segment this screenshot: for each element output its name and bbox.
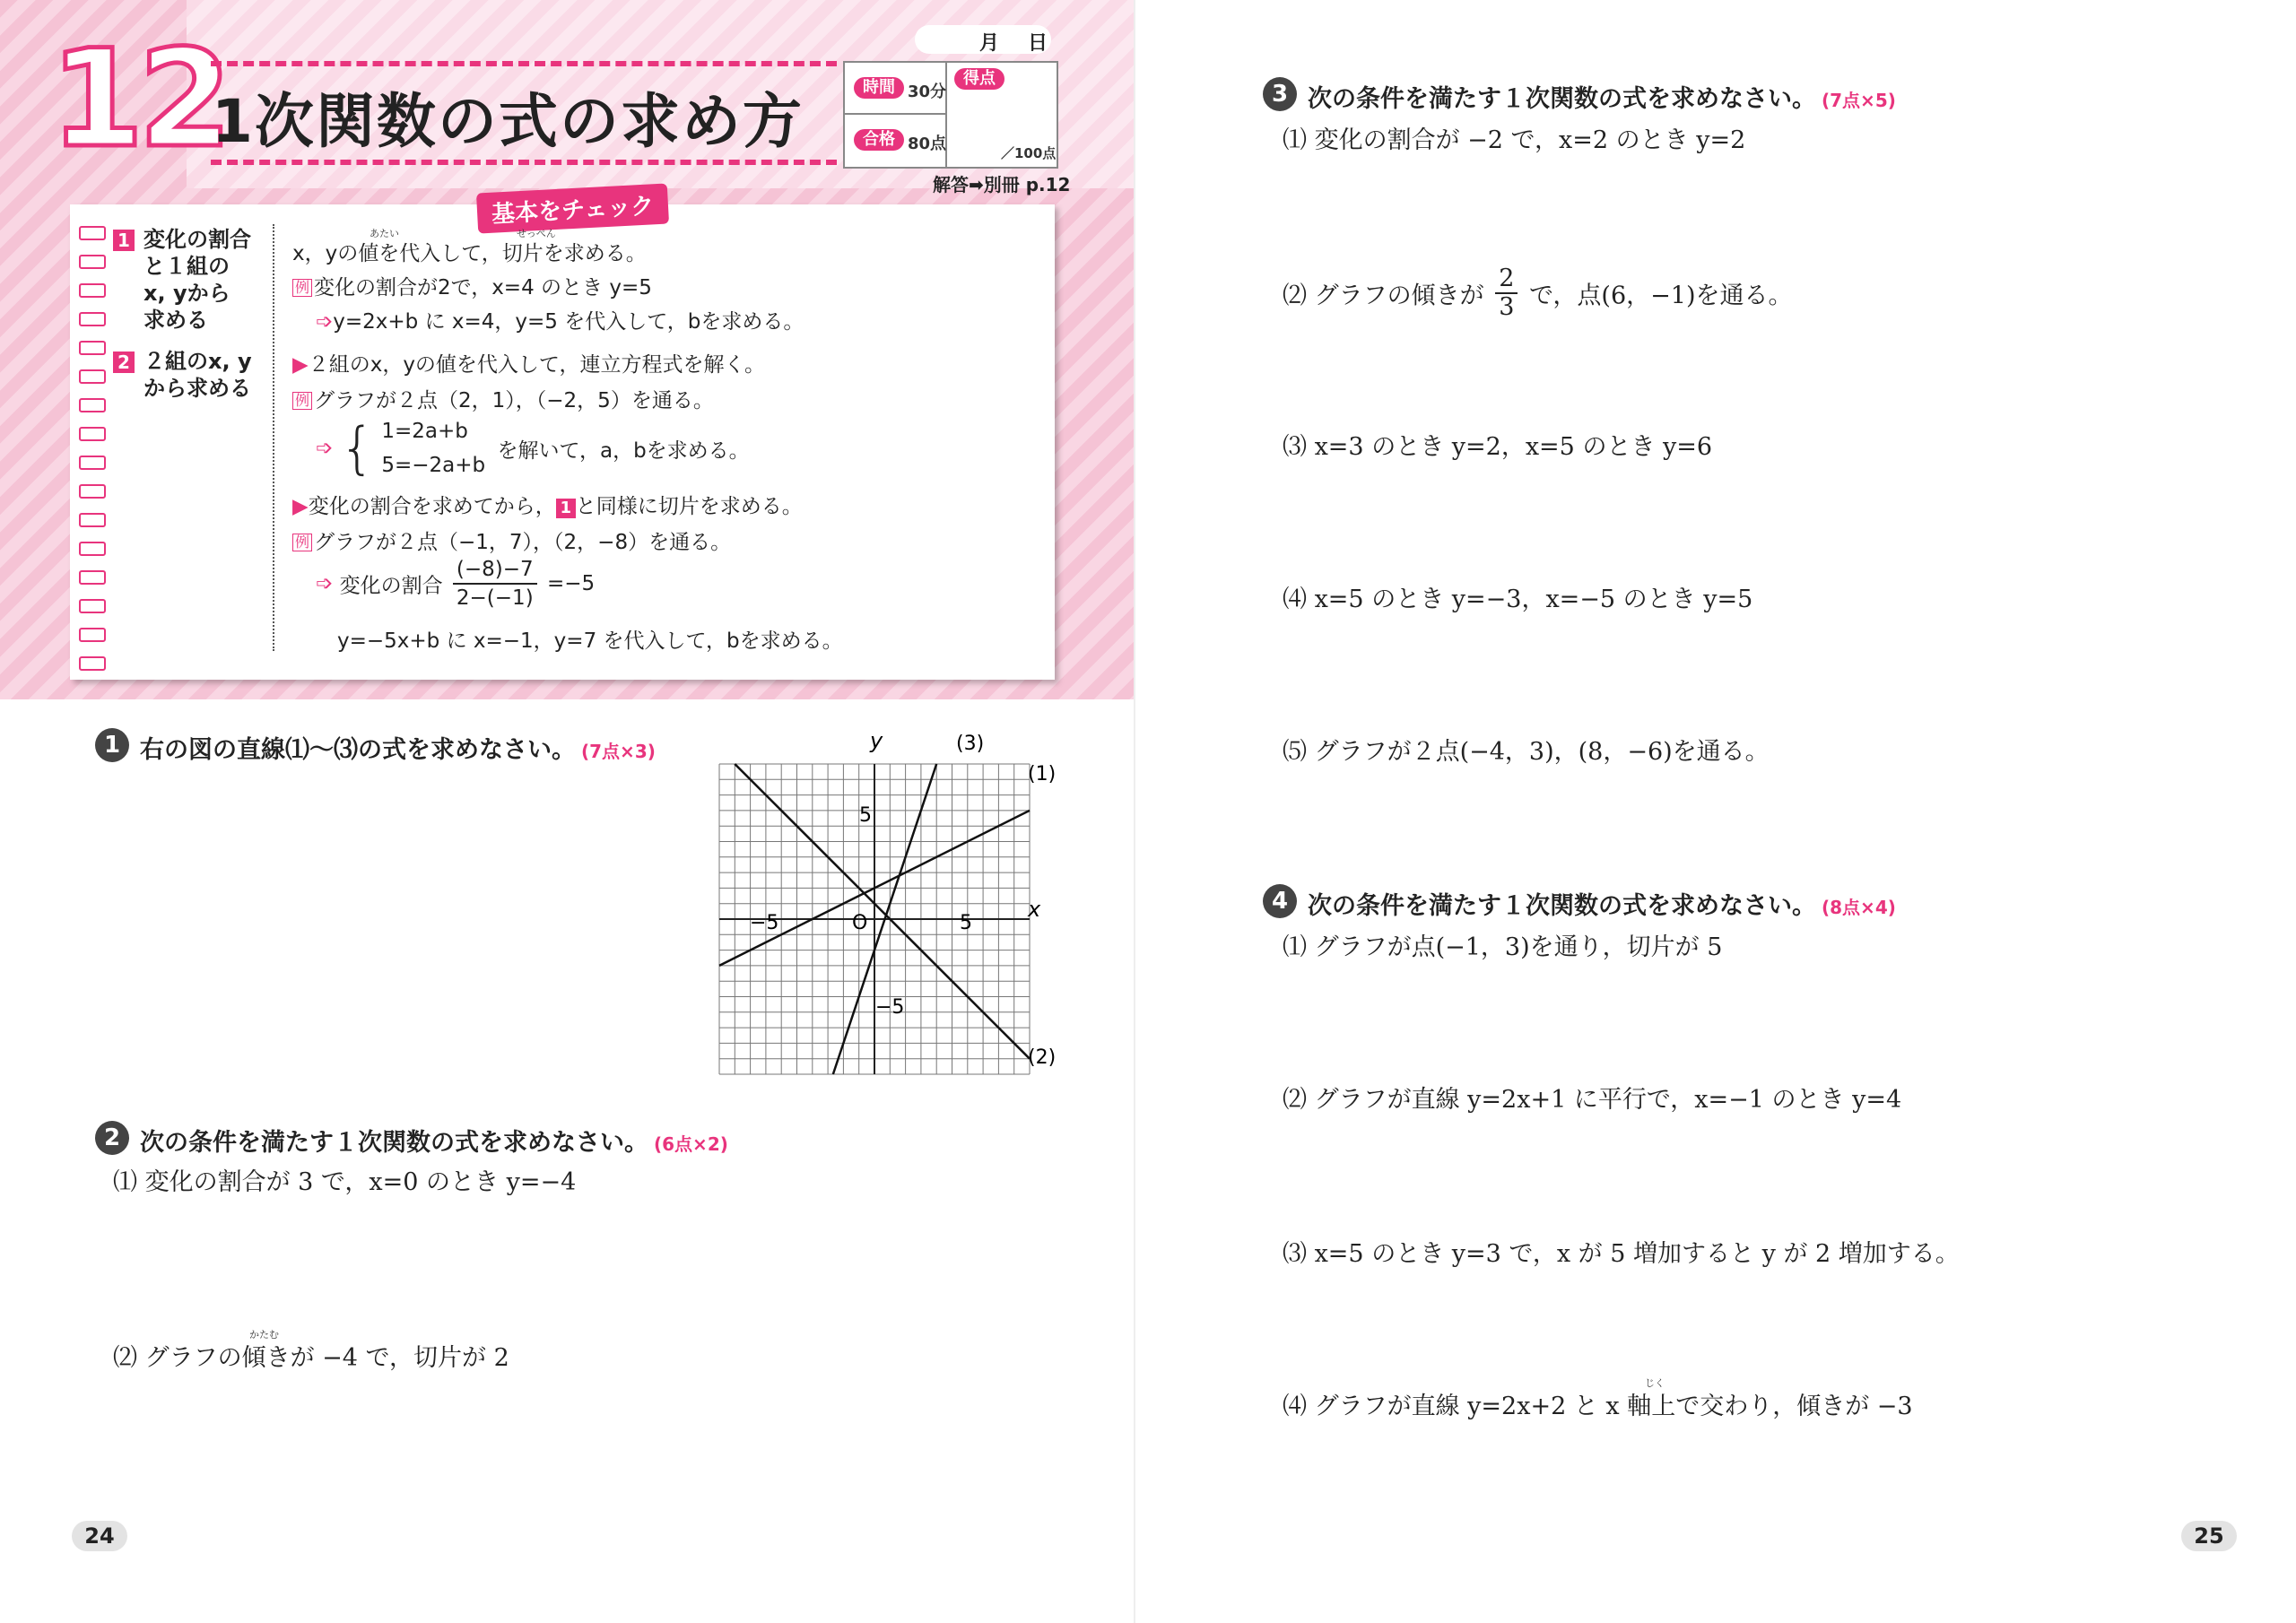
title-line: ２組のx, y <box>144 349 252 374</box>
question-3-item-1: ⑴ 変化の割合が −2 で，x=2 のとき y=2 <box>1283 126 1746 154</box>
item-text: で，点(6，−1)を通る。 <box>1528 282 1793 310</box>
check-section-1-number: 1 <box>113 230 135 251</box>
y-tick-5: 5 <box>859 804 872 827</box>
score-box-divider <box>845 113 945 115</box>
brace-icon: { <box>339 415 376 481</box>
x-axis-label: x <box>1028 897 1041 922</box>
arrow-icon: ➩ <box>316 437 334 460</box>
title-line: と１組の <box>144 254 230 279</box>
example-mark: 例 <box>292 392 312 410</box>
question-3-item-3: ⑶ x=3 のとき y=2，x=5 のとき y=6 <box>1283 433 1713 461</box>
section-ref: 1 <box>556 499 576 518</box>
spiral-ring <box>79 283 106 298</box>
spiral-ring <box>79 570 106 585</box>
question-points: (6点×2) <box>654 1133 728 1155</box>
x-tick-5: 5 <box>960 912 972 934</box>
page-number-right: 25 <box>2181 1521 2237 1551</box>
question-1-graph <box>709 726 1067 1085</box>
question-4-item-3: ⑶ x=5 のとき y=3 で，x が 5 増加すると y が 2 増加する。 <box>1283 1240 1960 1268</box>
question-2-heading <box>140 1123 728 1158</box>
question-2-item-1: ⑴ 変化の割合が 3 で，x=0 のとき y=−4 <box>113 1168 577 1196</box>
question-4-item-4: ⑷ グラフが直線 y=2x+2 と x 軸上で交わり，傾きが −3 <box>1283 1393 1913 1420</box>
question-3-item-5: ⑸ グラフが２点(−4，3)，(8，−6)を通る。 <box>1283 738 1770 766</box>
arrow-icon: ➩ <box>316 572 334 595</box>
spiral-ring <box>79 542 106 556</box>
check-1-line-1: x，yの値を代入して，切片を求める。 <box>292 242 647 265</box>
spiral-ring <box>79 398 106 412</box>
line-text: 変化の割合を求めてから， <box>308 495 556 518</box>
question-points: (7点×3) <box>581 741 656 762</box>
page-gutter <box>1134 0 1135 1623</box>
time-label: 時間 <box>854 77 904 99</box>
line-text: と同様に切片を求める。 <box>575 495 803 518</box>
line-text: グラフが２点（−1，7），（2，−8）を通る。 <box>314 531 732 554</box>
check-section-1-title <box>144 226 251 334</box>
question-4-item-2: ⑵ グラフが直線 y=2x+1 に平行で，x=−1 のとき y=4 <box>1283 1086 1902 1114</box>
spiral-ring <box>79 341 106 355</box>
score-label: 得点 <box>954 68 1004 90</box>
check-divider <box>273 224 274 651</box>
check-2-line-2 <box>292 384 714 413</box>
y-axis-label: y <box>870 728 883 753</box>
question-text: 右の図の直線⑴〜⑶の式を求めなさい。 <box>140 736 576 764</box>
check-2-line-6 <box>316 556 595 612</box>
check-2-line-5 <box>292 525 731 555</box>
check-1-line-2 <box>292 271 652 300</box>
spiral-ring <box>79 628 106 642</box>
equation-system <box>381 414 485 482</box>
equation-2: 5=−2a+b <box>381 454 486 477</box>
title-rule-top <box>211 61 837 66</box>
check-1-line-3 <box>316 305 804 334</box>
fraction <box>1495 265 1518 321</box>
question-3-heading <box>1308 79 1896 114</box>
page-number-left: 24 <box>72 1521 127 1551</box>
spiral-ring <box>79 484 106 499</box>
y-tick-neg5: −5 <box>875 996 905 1019</box>
item-text: ⑵ グラフの傾きが <box>1283 282 1484 310</box>
question-3-item-2 <box>1283 265 1792 321</box>
line-3-label: (3) <box>956 733 985 755</box>
question-4-item-1: ⑴ グラフが点(−1，3)を通り，切片が 5 <box>1283 933 1723 961</box>
question-3-number: 3 <box>1263 77 1297 111</box>
triangle-icon: ▶ <box>292 495 309 518</box>
spiral-ring <box>79 513 106 527</box>
pass-value: 80点 <box>908 135 947 153</box>
fraction-denominator: 3 <box>1499 293 1515 321</box>
spiral-ring <box>79 456 106 470</box>
triangle-icon: ▶ <box>292 353 309 377</box>
fraction-denominator: 2−(−1) <box>456 586 534 610</box>
date-day: 日 <box>1028 32 1048 55</box>
spiral-ring <box>79 656 106 671</box>
fraction-result: =−5 <box>546 572 596 595</box>
score-box <box>843 61 1058 169</box>
page-title: 1次関数の式の求め方 <box>212 87 804 156</box>
date-box <box>915 25 1051 54</box>
question-2-item-2: ⑵ グラフの傾きが −4 で，切片が 2 <box>113 1344 509 1372</box>
ruby-seppen: せっぺん <box>517 228 556 239</box>
question-text: 次の条件を満たす１次関数の式を求めなさい。 <box>140 1129 648 1157</box>
check-2-line-7: y=−5x+b に x=−1，y=7 を代入して，bを求める。 <box>337 629 843 653</box>
x-tick-neg5: −5 <box>750 912 779 934</box>
check-2-system <box>316 414 750 482</box>
question-points: (8点×4) <box>1822 897 1896 918</box>
example-mark: 例 <box>292 279 312 297</box>
example-mark: 例 <box>292 534 312 551</box>
fraction-numerator: 2 <box>1495 265 1518 294</box>
title-line: 求める <box>144 308 208 333</box>
fraction-numerator: (−8)−7 <box>453 556 537 585</box>
question-text: 次の条件を満たす１次関数の式を求めなさい。 <box>1308 85 1816 113</box>
title-line: から求める <box>144 376 251 401</box>
title-line: x, yから <box>144 281 230 306</box>
question-3-item-4: ⑷ x=5 のとき y=−3，x=−5 のとき y=5 <box>1283 586 1753 613</box>
ruby-katamuki: かたむ <box>249 1329 279 1341</box>
spiral-ring <box>79 427 106 441</box>
fraction <box>453 556 537 612</box>
time-value: 30分 <box>908 82 947 101</box>
date-month: 月 <box>979 32 1000 55</box>
title-line: 変化の割合 <box>144 227 251 252</box>
check-2-line-1 <box>292 348 765 378</box>
score-total: ／100点 <box>1001 145 1057 161</box>
ruby-jiku: じく <box>1645 1377 1665 1389</box>
spiral-ring <box>79 312 106 326</box>
question-4-number: 4 <box>1263 884 1297 918</box>
check-2-line-4 <box>292 490 803 519</box>
question-text: 次の条件を満たす１次関数の式を求めなさい。 <box>1308 892 1816 920</box>
arrow-icon: ➩ <box>316 310 334 334</box>
title-rule-bottom <box>211 160 837 165</box>
line-text: y=2x+b に x=4，y=5 を代入して，bを求める。 <box>333 310 804 334</box>
ruby-atai: あたい <box>370 228 399 239</box>
pass-label: 合格 <box>854 129 904 151</box>
line-text: ２組のx，yの値を代入して，連立方程式を解く。 <box>308 353 766 377</box>
equation-1: 1=2a+b <box>381 420 468 443</box>
question-1-number: 1 <box>95 728 129 762</box>
question-1-heading <box>140 730 656 765</box>
origin-label: O <box>852 912 868 934</box>
equation-tail: を解いて，a，bを求める。 <box>497 438 750 463</box>
line-text: 変化の割合が2で，x=4 のとき y=5 <box>314 276 652 299</box>
check-badge: 基本をチェック <box>476 183 669 233</box>
line-text: グラフが２点（2，1），（−2，5）を通る。 <box>314 389 714 412</box>
spiral-ring <box>79 255 106 269</box>
question-2-number: 2 <box>95 1121 129 1155</box>
line-text: 変化の割合 <box>339 574 443 598</box>
spiral-ring <box>79 599 106 613</box>
question-points: (7点×5) <box>1822 90 1896 111</box>
spiral-ring <box>79 226 106 240</box>
answer-reference: 解答➡別冊 p.12 <box>933 174 1071 195</box>
line-2-label: (2) <box>1028 1046 1057 1069</box>
lesson-number: 12 <box>50 22 227 178</box>
question-4-heading <box>1308 886 1896 921</box>
check-section-2-number: 2 <box>113 352 135 373</box>
check-section-2-title <box>144 348 252 402</box>
spiral-ring <box>79 369 106 384</box>
line-1-label: (1) <box>1028 763 1057 785</box>
